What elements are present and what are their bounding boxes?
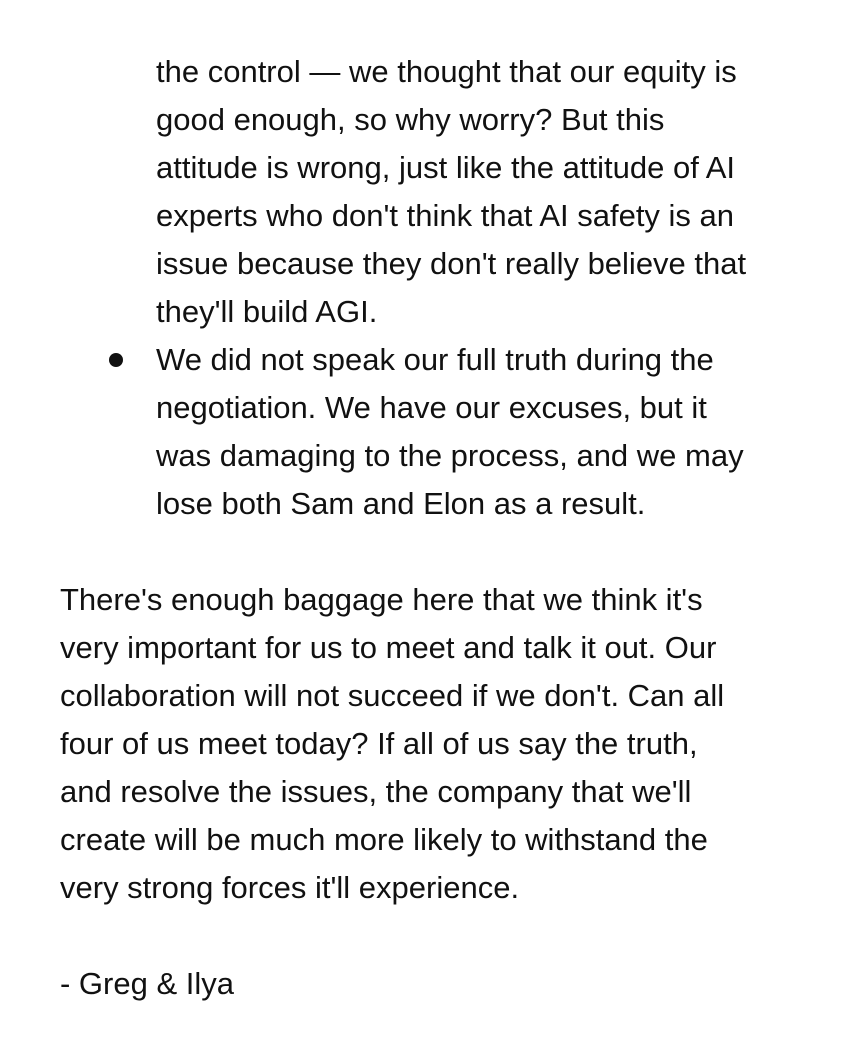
paragraph-line: very important for us to meet and talk it out. Our	[60, 630, 717, 665]
bullet-line: attitude is wrong, just like the attitude of AI	[156, 150, 735, 185]
bullet-list	[156, 48, 746, 528]
signature-line: - Greg & Ilya	[60, 966, 234, 1001]
paragraph-line: and resolve the issues, the company that we'll	[60, 774, 692, 809]
paragraph-line: very strong forces it'll experience.	[60, 870, 520, 905]
paragraph-line: four of us meet today? If all of us say the truth,	[60, 726, 698, 761]
bullet-line: We did not speak our full truth during the	[156, 342, 714, 377]
signature	[60, 960, 234, 1008]
bullet-line: issue because they don't really believe that	[156, 246, 747, 281]
bullet-item	[156, 336, 746, 528]
paragraph-line: There's enough baggage here that we think it's	[60, 582, 703, 617]
bullet-item-continued	[156, 48, 746, 336]
bullet-line: good enough, so why worry? But this	[156, 102, 665, 137]
bullet-line: they'll build AGI.	[156, 294, 378, 329]
bullet-dot-icon	[109, 353, 123, 367]
bullet-line: negotiation. We have our excuses, but it	[156, 390, 707, 425]
bullet-line: the control — we thought that our equity is	[156, 54, 737, 89]
bullet-line: experts who don't think that AI safety is an	[156, 198, 735, 233]
paragraph-line: collaboration will not succeed if we don't. Can all	[60, 678, 725, 713]
paragraph-line: create will be much more likely to withstand the	[60, 822, 708, 857]
bullet-line: lose both Sam and Elon as a result.	[156, 486, 646, 521]
bullet-line: was damaging to the process, and we may	[156, 438, 744, 473]
body-paragraph	[60, 576, 724, 912]
